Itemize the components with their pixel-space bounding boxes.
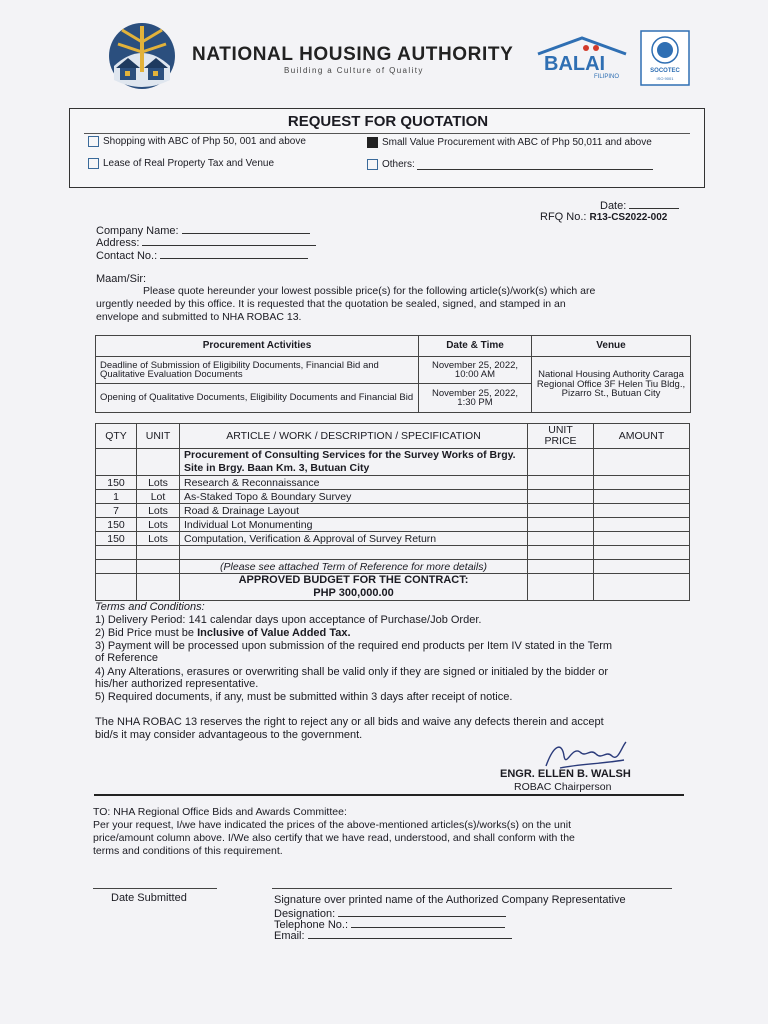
signature-label: Signature over printed name of the Authorized Company Representative: [274, 894, 626, 906]
project-title-row: [96, 449, 690, 476]
qty-cell: 150: [96, 518, 137, 532]
column-header: AMOUNT: [594, 424, 690, 449]
org-tagline: Building a Culture of Quality: [284, 66, 424, 75]
letter-line: urgently needed by this office. It is requested that the quotation be sealed, signed, and stamped in an: [96, 298, 566, 310]
qty-cell: 150: [96, 476, 137, 490]
budget-row: [96, 574, 690, 601]
amount-cell[interactable]: [594, 574, 690, 601]
qty-cell: 7: [96, 504, 137, 518]
column-header: UNIT PRICE: [528, 424, 594, 449]
address-field: [96, 235, 316, 249]
balai-filipino-logo: [534, 36, 630, 80]
table-row: [96, 357, 691, 384]
desc-cell: Research & Reconnaissance: [180, 476, 528, 490]
amount-cell[interactable]: [594, 504, 690, 518]
reserve-line: bid/s it may consider advantageous to the government.: [95, 729, 363, 741]
activity-cell: Deadline of Submission of Eligibility Documents, Financial Bid and Qualitative Evaluation Documents: [96, 357, 419, 384]
svg-text:BALAI: BALAI: [544, 53, 606, 75]
desc-cell: As-Staked Topo & Boundary Survey: [180, 490, 528, 504]
company-name-label: Company Name:: [96, 225, 179, 237]
term-item: his/her authorized representative.: [95, 678, 259, 690]
date-field: [600, 198, 679, 212]
contact-input-line[interactable]: [160, 248, 308, 259]
datetime-cell: November 25, 2022, 10:00 AM: [419, 357, 532, 384]
term-item: 1) Delivery Period: 141 calendar days upon acceptance of Purchase/Job Order.: [95, 614, 482, 626]
checkbox-lease[interactable]: [88, 158, 99, 169]
email-label: Email:: [274, 930, 305, 942]
schedule-header-row: [96, 336, 691, 357]
option-label: Lease of Real Property Tax and Venue: [103, 158, 275, 169]
items-header-row: [96, 424, 690, 449]
svg-text:ISO 9001: ISO 9001: [656, 76, 674, 81]
qty-cell: 150: [96, 532, 137, 546]
email-field: [274, 928, 512, 942]
designation-label: Designation:: [274, 908, 336, 920]
designation-input-line[interactable]: [338, 906, 506, 917]
table-row: [96, 504, 690, 518]
term-item: of Reference: [95, 652, 158, 664]
unit-price-cell[interactable]: [528, 574, 594, 601]
address-label: Address:: [96, 237, 140, 249]
term-text: 2) Bid Price must be: [95, 627, 198, 639]
budget-value: PHP 300,000.00: [313, 587, 394, 599]
reply-line: price/amount column above. I/We also certify that we have read, understood, and shall conform with the: [93, 832, 575, 844]
unit-price-cell[interactable]: [528, 449, 594, 476]
section-divider: [94, 794, 684, 796]
date-submitted-label: Date Submitted: [111, 892, 187, 904]
amount-cell[interactable]: [594, 449, 690, 476]
note-row: [96, 560, 690, 574]
svg-text:FILIPINO: FILIPINO: [594, 74, 620, 80]
unit-cell: Lots: [137, 518, 180, 532]
option-lease[interactable]: [88, 158, 274, 169]
column-header: ARTICLE / WORK / DESCRIPTION / SPECIFICATION: [180, 424, 528, 449]
rfq-no-value: R13-CS2022-002: [589, 212, 668, 223]
project-title: Procurement of Consulting Services for the Survey Works of Brgy. Site in Brgy. Baan Km. 3, Butuan City: [180, 449, 528, 476]
blank-row: [96, 546, 690, 560]
column-header: Date & Time: [419, 336, 532, 357]
salutation: Maam/Sir:: [96, 273, 147, 285]
letter-line: Please quote hereunder your lowest possible price(s) for the following article(s)/work(s) which are: [143, 285, 596, 297]
term-item: 5) Required documents, if any, must be submitted within 3 days after receipt of notice.: [95, 691, 513, 703]
terms-heading: Terms and Conditions:: [95, 601, 205, 613]
company-name-input-line[interactable]: [182, 223, 310, 234]
option-label: Shopping with ABC of Php 50, 001 and above: [103, 136, 306, 147]
amount-cell[interactable]: [594, 518, 690, 532]
desc-cell: Computation, Verification & Approval of Survey Return: [180, 532, 528, 546]
date-input-line[interactable]: [629, 198, 679, 209]
unit-price-cell[interactable]: [528, 546, 594, 560]
checkbox-small-value-checked[interactable]: [367, 137, 378, 148]
qty-cell: 1: [96, 490, 137, 504]
amount-cell[interactable]: [594, 560, 690, 574]
table-row: [96, 490, 690, 504]
signature-line[interactable]: [272, 888, 672, 889]
signatory-name: ENGR. ELLEN B. WALSH: [500, 768, 631, 780]
date-label: Date:: [600, 200, 627, 212]
unit-cell: Lots: [137, 532, 180, 546]
schedule-table: [95, 335, 691, 413]
unit-price-cell[interactable]: [528, 504, 594, 518]
svg-text:SOCOTEC: SOCOTEC: [650, 68, 680, 74]
unit-cell: Lot: [137, 490, 180, 504]
datetime-cell: November 25, 2022, 1:30 PM: [419, 384, 532, 413]
unit-price-cell[interactable]: [528, 476, 594, 490]
unit-price-cell[interactable]: [528, 518, 594, 532]
telephone-input-line[interactable]: [351, 917, 505, 928]
approved-budget: [180, 574, 528, 601]
option-shopping[interactable]: [88, 136, 306, 147]
option-others[interactable]: [367, 159, 653, 170]
email-input-line[interactable]: [308, 928, 512, 939]
term-emphasis: Inclusive of Value Added Tax.: [197, 627, 351, 639]
option-small-value[interactable]: [367, 137, 652, 148]
table-row: [96, 476, 690, 490]
rfq-type-box: [69, 108, 705, 188]
checkbox-others[interactable]: [367, 159, 378, 170]
others-input-line[interactable]: [417, 159, 653, 170]
tor-note: (Please see attached Term of Reference for more details): [180, 560, 528, 574]
reply-to: TO: NHA Regional Office Bids and Awards Committee:: [93, 806, 347, 818]
org-name: NATIONAL HOUSING AUTHORITY: [192, 44, 514, 65]
divider: [84, 133, 690, 134]
amount-cell[interactable]: [594, 532, 690, 546]
unit-price-cell[interactable]: [528, 532, 594, 546]
term-item: 4) Any Alterations, erasures or overwriting shall be valid only if they are signed or initialed by the bidder or: [95, 666, 608, 678]
date-submitted-line[interactable]: [93, 888, 217, 889]
amount-cell[interactable]: [594, 476, 690, 490]
venue-cell: National Housing Authority Caraga Regional Office 3F Helen Tiu Bldg., Pizarro St., Butuan City: [532, 357, 691, 413]
address-input-line[interactable]: [142, 235, 316, 246]
table-row: [96, 532, 690, 546]
nha-logo: [100, 20, 184, 94]
column-header: UNIT: [137, 424, 180, 449]
option-label: Others:: [382, 159, 415, 170]
amount-cell[interactable]: [594, 490, 690, 504]
contact-field: [96, 248, 308, 262]
reserve-line: The NHA ROBAC 13 reserves the right to reject any or all bids and waive any defects therein and accept: [95, 716, 604, 728]
amount-cell[interactable]: [594, 546, 690, 560]
budget-label: APPROVED BUDGET FOR THE CONTRACT:: [238, 574, 469, 586]
telephone-label: Telephone No.:: [274, 919, 348, 931]
unit-price-cell[interactable]: [528, 490, 594, 504]
socotec-certification-logo: [640, 30, 690, 86]
rfq-number: [540, 211, 667, 224]
term-item: [95, 627, 351, 639]
column-header: Procurement Activities: [96, 336, 419, 357]
contact-label: Contact No.:: [96, 250, 158, 262]
unit-cell: Lots: [137, 504, 180, 518]
rfq-title: REQUEST FOR QUOTATION: [287, 113, 489, 130]
desc-cell: Road & Drainage Layout: [180, 504, 528, 518]
option-label: Small Value Procurement with ABC of Php 50,011 and above: [382, 137, 652, 148]
checkbox-shopping[interactable]: [88, 136, 99, 147]
items-table: [95, 423, 690, 601]
table-row: [96, 518, 690, 532]
column-header: Venue: [532, 336, 691, 357]
term-item: 3) Payment will be processed upon submission of the required end products per Item IV stated in the Term: [95, 640, 613, 652]
unit-price-cell[interactable]: [528, 560, 594, 574]
unit-cell: Lots: [137, 476, 180, 490]
reply-line: terms and conditions of this requirement.: [93, 845, 283, 857]
rfq-no-label: RFQ No.:: [540, 211, 587, 223]
reply-line: Per your request, I/we have indicated the prices of the above-mentioned articles(s)/works(s) on the unit: [93, 819, 571, 831]
signatory-title: ROBAC Chairperson: [514, 781, 612, 793]
column-header: QTY: [96, 424, 137, 449]
letter-line: envelope and submitted to NHA ROBAC 13.: [96, 311, 302, 323]
activity-cell: Opening of Qualitative Documents, Eligibility Documents and Financial Bid: [96, 384, 419, 413]
desc-cell: Individual Lot Monumenting: [180, 518, 528, 532]
